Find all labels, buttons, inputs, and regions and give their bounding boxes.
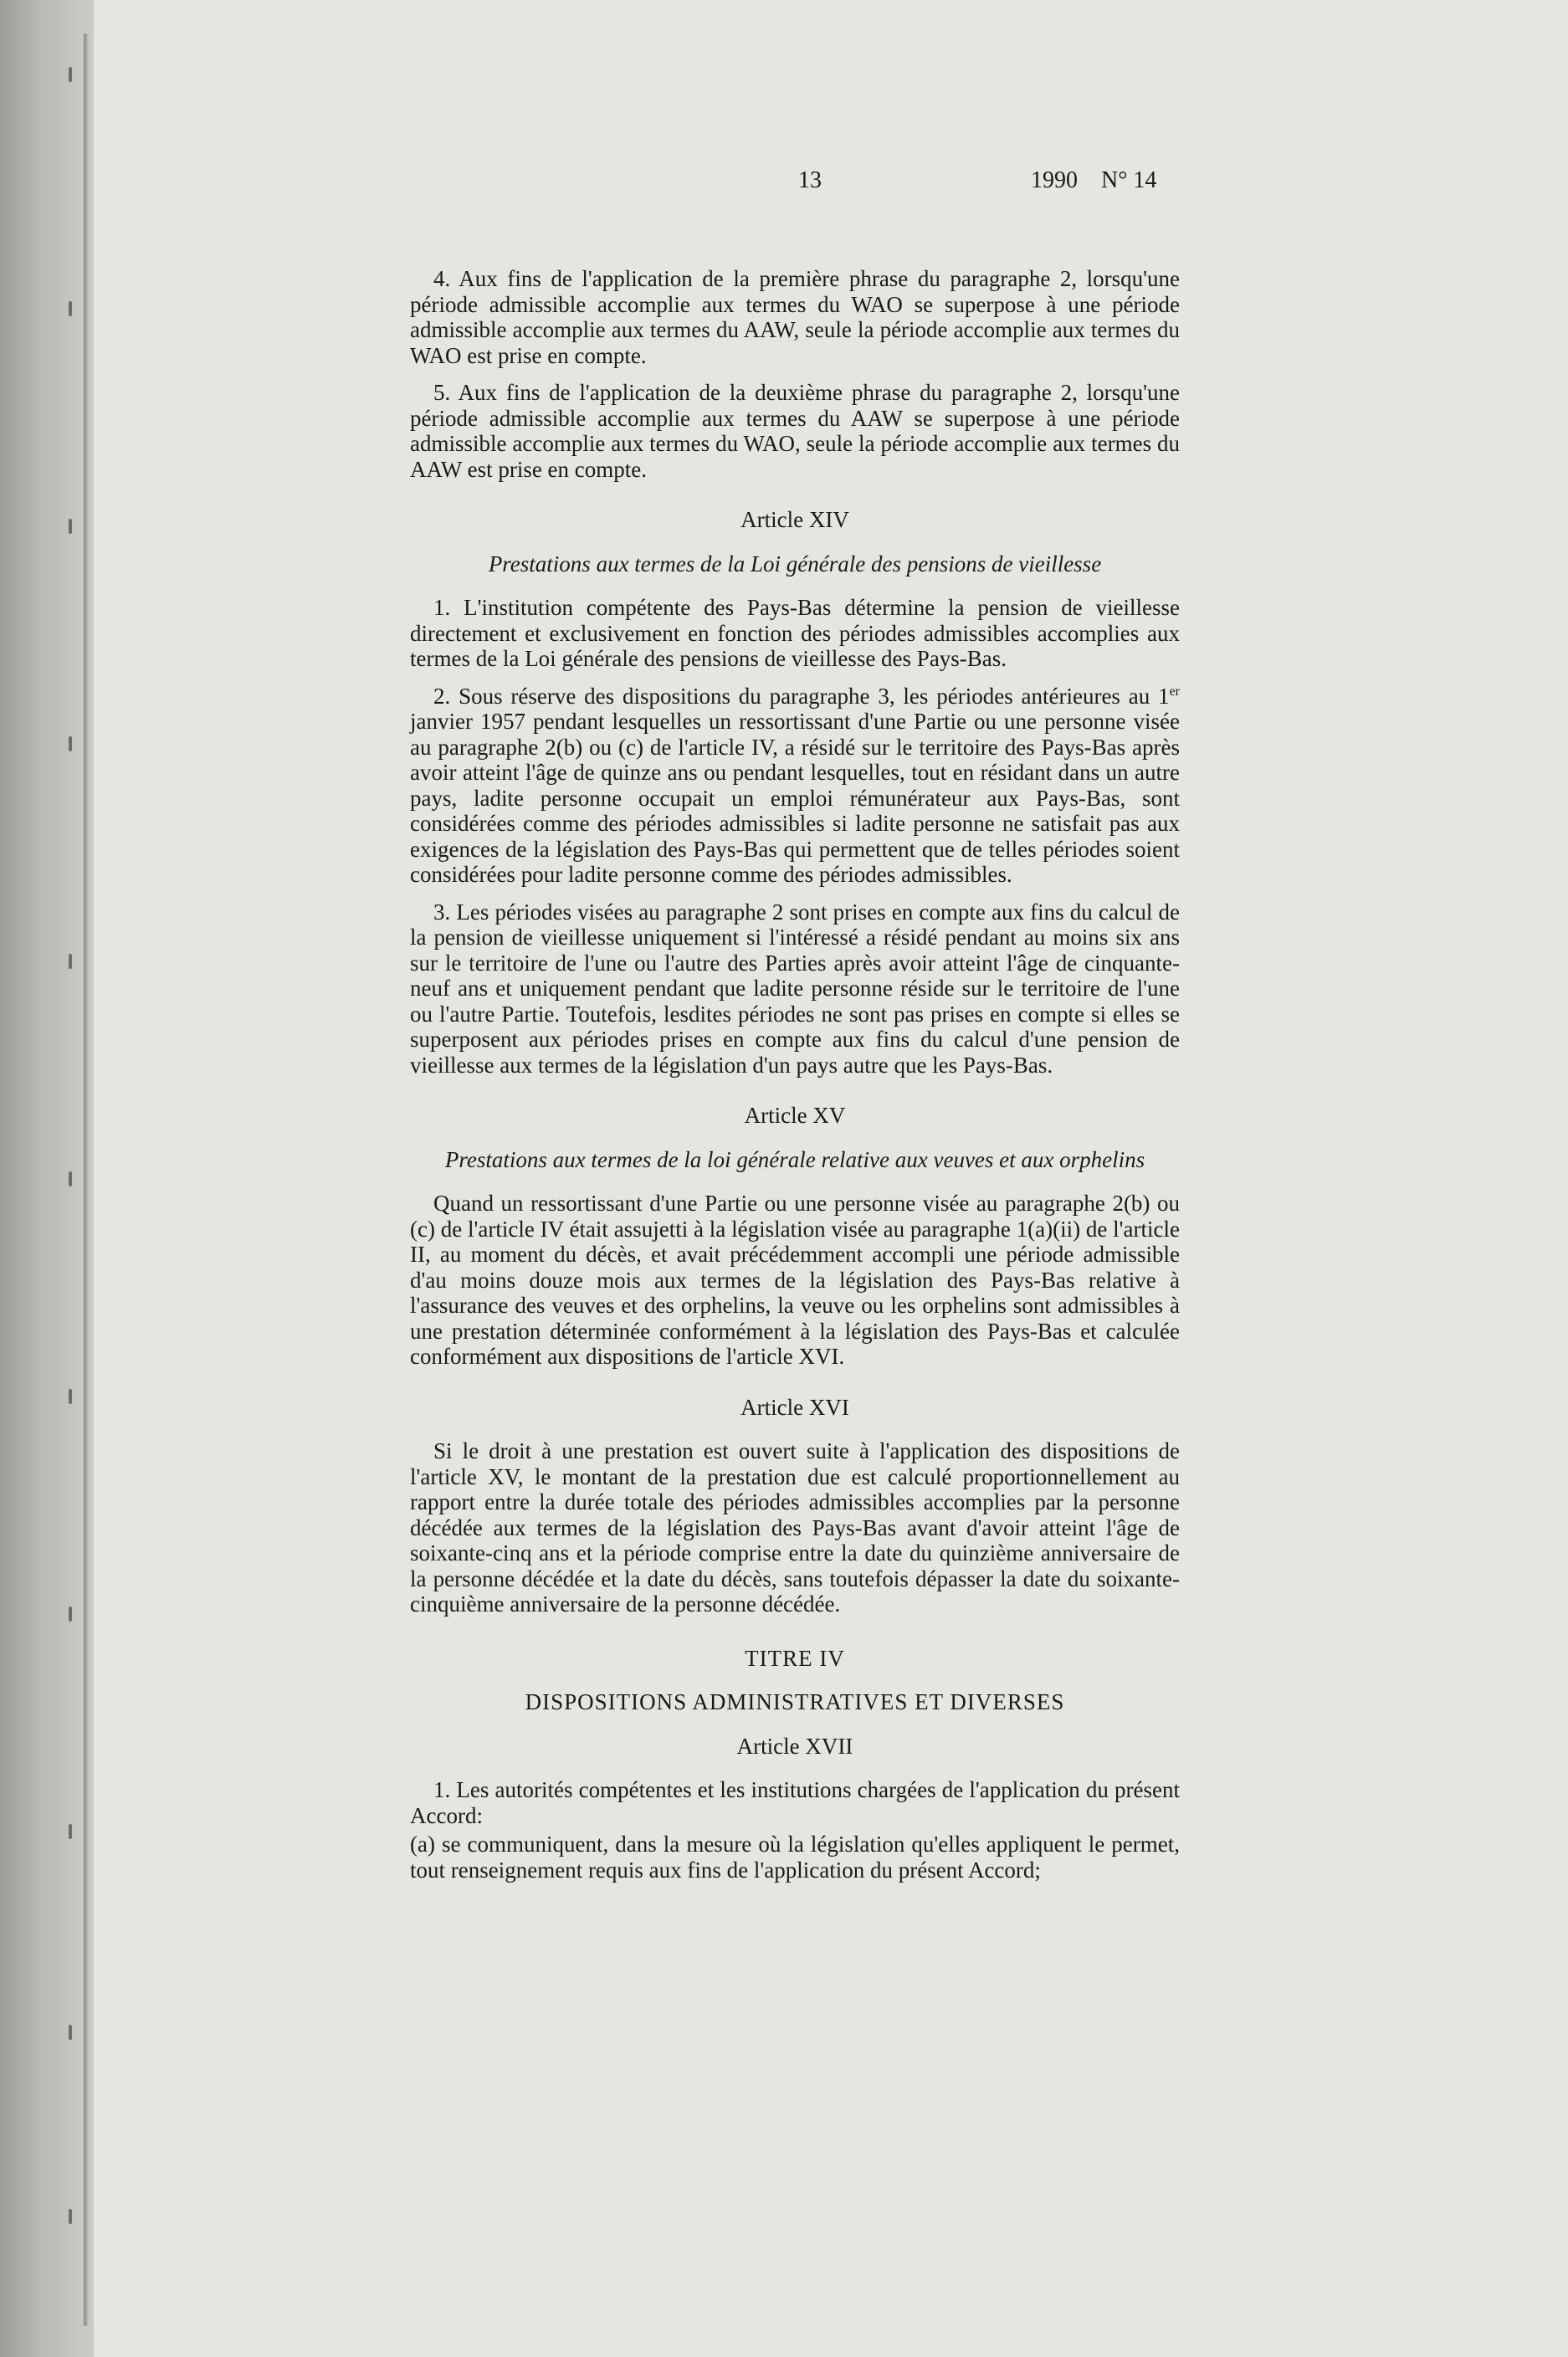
article-xiv-heading: Article XIV [740,507,849,532]
article-xiv-paragraph-3: 3. Les périodes visées au paragraphe 2 sont prises en compte aux fins du calcul de la pension de vieillesse uniquement si l'intéressé a résidé pendant au moins six ans sur le territoire de l'une ou l'autre des Parties après avoir atteint l'âge de cinquante-neuf ans et uniquement pendant que ladite personne réside sur le territoire de l'une ou l'autre Partie. Toutefois, lesdites périodes ne sont pas prises en compte si elles se superposent aux périodes prises en compte aux fins du calcul d'une pension de vieillesse aux termes de la législation d'un pays autre que les Pays-Bas. [410,899,1180,1078]
page-number: 13 [798,167,822,193]
article-xiv-paragraph-1: 1. L'institution compétente des Pays-Bas détermine la pension de vieillesse directement et exclusivement en fonction des périodes admissibles accomplies aux termes de la Loi générale des pensions de vieillesse des Pays-Bas. [410,595,1180,671]
binding-stitch [69,1171,72,1186]
binding-stitch [69,67,72,82]
binding-stitch [69,954,72,969]
binding-stitch [69,2025,72,2040]
superscript: er [1169,684,1180,699]
page-gutter-edge [84,33,89,2326]
article-xv-subheading: Prestations aux termes de la loi générale relative aux veuves et aux orphelins [444,1146,1145,1172]
binding-stitch [69,301,72,316]
paragraph-text: janvier 1957 pendant lesquelles un ressortissant d'une Partie ou une personne visée au paragraphe 2(b) ou (c) de l'article IV, a résidé sur le territoire des Pays-Bas après avoir atteint l'âge de quinze ans ou pendant lesquelles, tout en résidant dans un autre pays, ladite personne occupait un emploi rémunérateur aux Pays-Bas, sont considérées comme des périodes admissibles si ladite personne ne satisfait pas aux exigences de la législation des Pays-Bas qui permettent que de telles périodes soient considérées pour ladite personne comme des périodes admissibles. [410,709,1180,887]
article-xvi-heading: Article XVI [740,1394,849,1420]
article-xiv-paragraph-2 [410,684,1180,888]
article-xiv-subheading: Prestations aux termes de la Loi générale des pensions de vieillesse [488,551,1102,576]
binding-stitch [69,1389,72,1404]
article-xvii-paragraph-1: 1. Les autorités compétentes et les institutions chargées de l'application du présent Accord: [410,1777,1180,1828]
article-xvii-heading: Article XVII [736,1733,853,1759]
article-xv-paragraph: Quand un ressortissant d'une Partie ou une personne visée au paragraphe 2(b) ou (c) de l'article IV était assujetti à la législation visée au paragraphe 1(a)(ii) de l'article II, au moment du décès, et avait précédemment accompli une période admissible d'au moins douze mois aux termes de la législation des Pays-Bas relative à l'assurance des veuves et des orphelins, la veuve ou les orphelins sont admissibles à une prestation déterminée conformément à la législation des Pays-Bas et calculée conformément aux dispositions de l'article XVI. [410,1191,1180,1369]
binding-stitch [69,1606,72,1622]
binding-stitch [69,736,72,751]
article-xvii-item-a: (a) se communiquent, dans la mesure où la législation qu'elles appliquent le permet, tout renseignement requis aux fins de l'application du présent Accord; [410,1832,1180,1883]
paragraph-text: 2. Sous réserve des dispositions du paragraphe 3, les périodes antérieures au 1 [433,683,1170,709]
binding-stitch [69,2209,72,2224]
article-xv-heading: Article XV [744,1103,846,1128]
document-body [410,266,1180,1886]
document-reference: 1990 N° 14 [1031,167,1157,193]
article-xvi-paragraph: Si le droit à une prestation est ouvert suite à l'application des dispositions de l'article XV, le montant de la prestation due est calculé proportionnellement au rapport entre la durée totale des périodes admissibles accomplies par la personne décédée aux termes de la législation des Pays-Bas avant d'avoir atteint l'âge de soixante-cinq ans et la période comprise entre la date du quinzième anniversaire de la personne décédée et la date du décès, sans toutefois dépasser la date du soixante-cinquième anniversaire de la personne décédée. [410,1438,1180,1617]
book-spine [0,0,94,2357]
binding-stitch [69,519,72,534]
binding-stitch [69,1824,72,1839]
titre-iv-title: DISPOSITIONS ADMINISTRATIVES ET DIVERSES [525,1689,1065,1714]
paragraph-5: 5. Aux fins de l'application de la deuxième phrase du paragraphe 2, lorsqu'une période admissible accomplie aux termes du AAW se superpose à une période admissible accomplie aux termes du WAO, seule la période accomplie aux termes du AAW est prise en compte. [410,380,1180,482]
titre-iv-heading: TITRE IV [745,1645,845,1671]
paragraph-4: 4. Aux fins de l'application de la première phrase du paragraphe 2, lorsqu'une période admissible accomplie aux termes du WAO se superpose à une période admissible accomplie aux termes du AAW, seule la période accomplie aux termes du WAO est prise en compte. [410,266,1180,368]
